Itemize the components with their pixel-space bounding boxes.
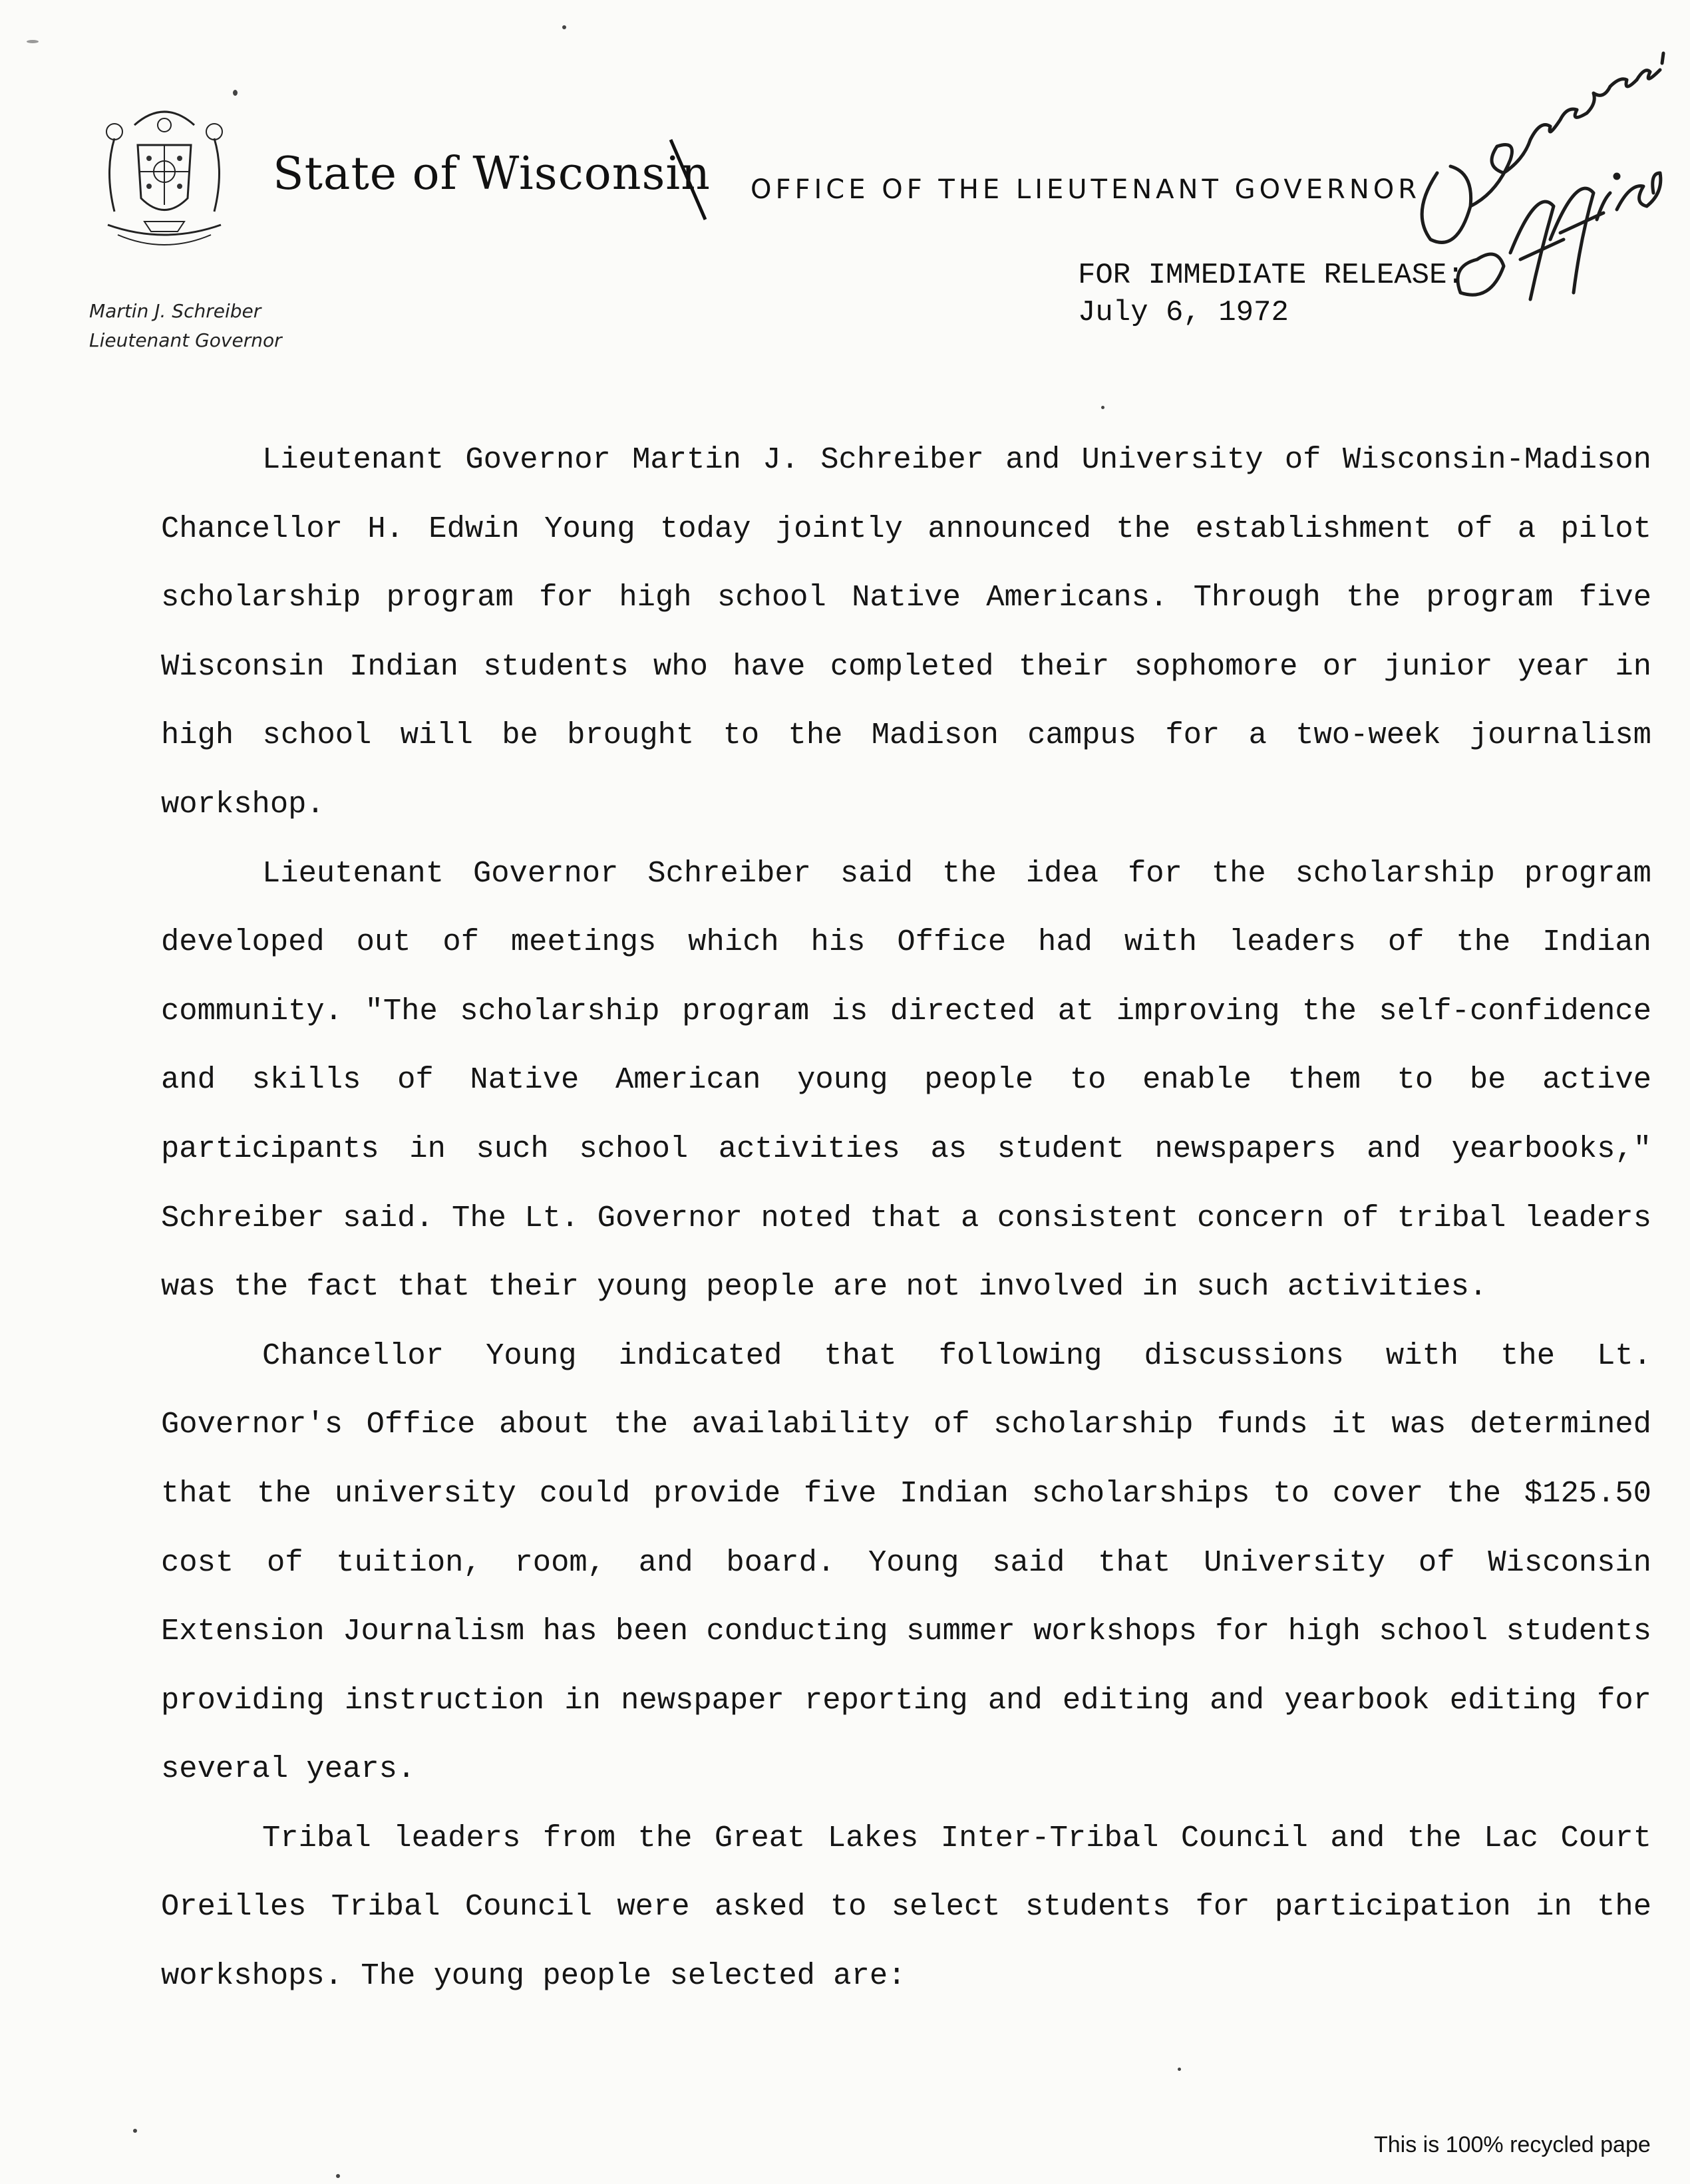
body-paragraph: Lieutenant Governor Schreiber said the idea for the scholarship program developed out of meetings which his Office had with leaders of the Indian community. "The scholarship program is directed at improving the self-confidence and skills of Native American young people to enable them to be active participants in such school activities as student newspapers and yearbooks," Schreiber said. The Lt. Governor noted that a consistent concern of tribal leaders was the fact that their young people are not involved in such activities. [161,856,1651,1305]
officer-title: Lieutenant Governor [89,329,282,351]
scan-speck [133,2129,137,2133]
state-name: State of Wisconsin [273,148,711,200]
officer-name: Martin J. Schreiber [89,300,261,322]
release-block [1078,257,1464,331]
body-paragraph: Tribal leaders from the Great Lakes Inter-Tribal Council and the Lac Court Oreilles Tribal Council were asked to select students for participation in the workshops. The young people selected are: [161,1820,1651,1994]
release-date: July 6, 1972 [1078,296,1289,329]
scan-speck [233,90,238,96]
office-name: OFFICE OF THE LIEUTENANT GOVERNOR [751,174,1421,205]
release-label: FOR IMMEDIATE RELEASE: [1078,259,1464,292]
press-release-body [161,426,1651,2011]
scan-speck [562,25,566,29]
scan-speck [1178,2068,1181,2071]
scan-speck [27,40,39,43]
recycled-paper-note: This is 100% recycled pape [1374,2132,1651,2157]
wisconsin-state-seal-icon [88,98,241,258]
body-paragraph: Lieutenant Governor Martin J. Schreiber and University of Wisconsin-Madison Chancellor H. Edwin Young today jointly announced the establishment of a pilot scholarship program for high school Native Americans. Through the program five Wisconsin Indian students who have completed their sophomore or junior year in high school will be brought to the Madison campus for a two-week journalism workshop. [161,442,1651,822]
body-paragraph: Chancellor Young indicated that following discussions with the Lt. Governor's Office about the availability of scholarship funds it was determined that the university could provide five Indian scholarships to cover the $125.50 cost of tuition, room, and board. Young said that University of Wisconsin Extension Journalism has been conducting summer workshops for high school students providing instruction in newspaper reporting and editing and yearbook editing for several years. [161,1338,1651,1787]
scan-speck [336,2174,340,2178]
scan-speck [1101,406,1104,409]
letterhead-divider [665,136,712,223]
officer-block [89,297,282,355]
